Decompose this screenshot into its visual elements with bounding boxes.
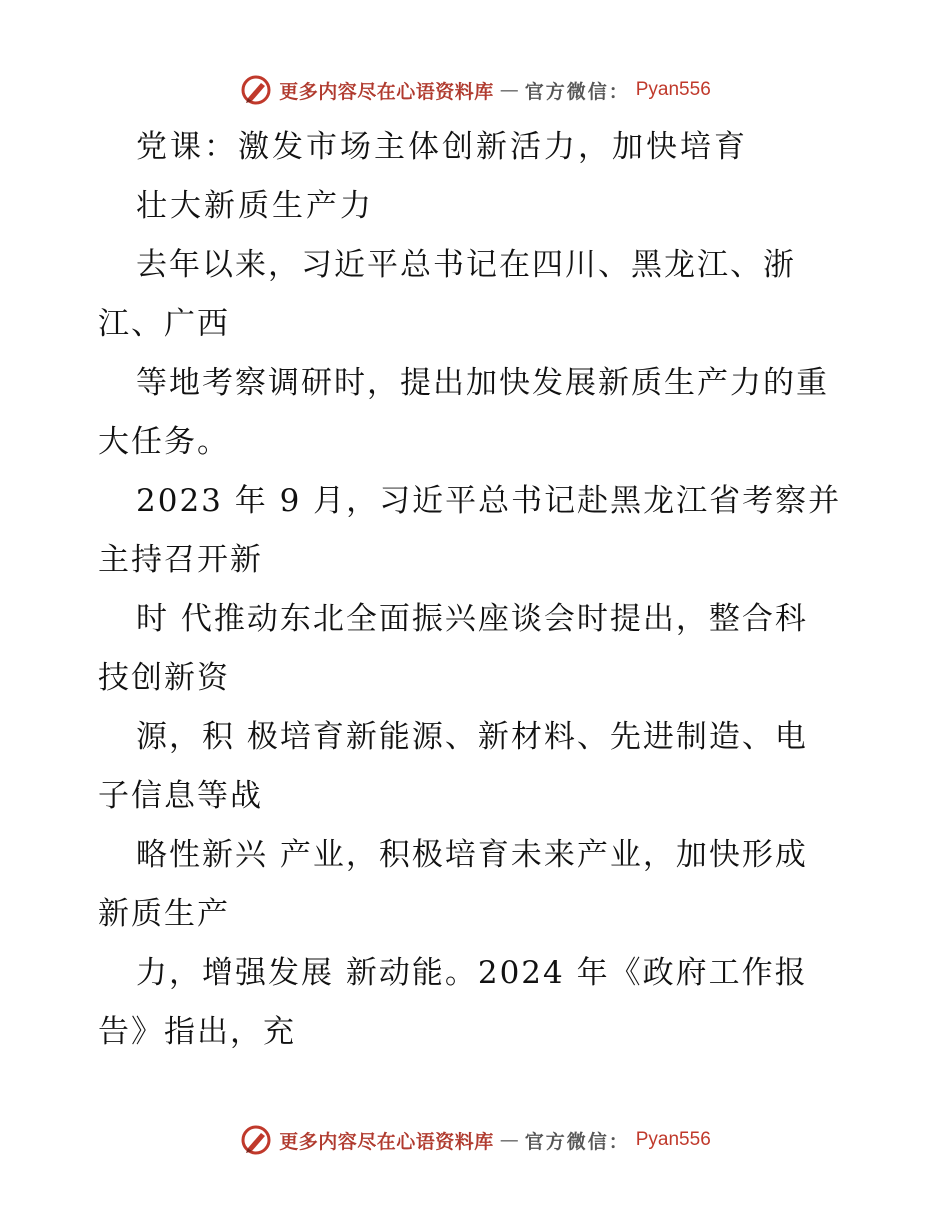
doc-line: 略性新兴 产业，积极培育未来产业，加快形成 xyxy=(136,837,808,873)
doc-line: 2023 年 9 月，习近平总书记赴黑龙江省考察并 xyxy=(136,483,842,519)
watermark-label: 官方微信： xyxy=(524,1130,630,1153)
doc-line: 大任务。 xyxy=(98,424,230,460)
document-body xyxy=(98,118,858,1062)
watermark-wechat-id: Pyan556 xyxy=(635,79,711,100)
watermark-brand: 更多内容尽在心语资料库 xyxy=(279,1130,494,1153)
watermark-footer xyxy=(0,1122,950,1158)
doc-title-line-1: 党课：激发市场主体创新活力，加快培育 xyxy=(136,129,748,165)
doc-line: 告》指出，充 xyxy=(98,1014,296,1050)
doc-line: 主持召开新 xyxy=(98,542,263,578)
doc-line: 源，积 极培育新能源、新材料、先进制造、电 xyxy=(136,719,808,755)
watermark-header xyxy=(0,72,950,108)
pen-seal-icon xyxy=(239,73,273,107)
doc-line: 等地考察调研时，提出加快发展新质生产力的重 xyxy=(136,365,829,401)
doc-line: 子信息等战 xyxy=(98,778,263,814)
doc-line: 江、广西 xyxy=(98,306,230,342)
watermark-wechat-id: Pyan556 xyxy=(635,1129,711,1150)
doc-title-line-2: 壮大新质生产力 xyxy=(136,188,374,224)
pen-seal-icon xyxy=(239,1123,273,1157)
doc-line: 时 代推动东北全面振兴座谈会时提出，整合科 xyxy=(136,601,808,637)
doc-line: 新质生产 xyxy=(98,896,230,932)
doc-line: 技创新资 xyxy=(98,660,230,696)
watermark-brand: 更多内容尽在心语资料库 xyxy=(279,80,494,103)
watermark-separator: — xyxy=(499,1129,519,1151)
doc-line: 去年以来，习近平总书记在四川、黑龙江、浙 xyxy=(136,247,796,283)
watermark-label: 官方微信： xyxy=(524,80,630,103)
watermark-separator: — xyxy=(499,79,519,101)
doc-line: 力，增强发展 新动能。2024 年《政府工作报 xyxy=(136,955,808,991)
